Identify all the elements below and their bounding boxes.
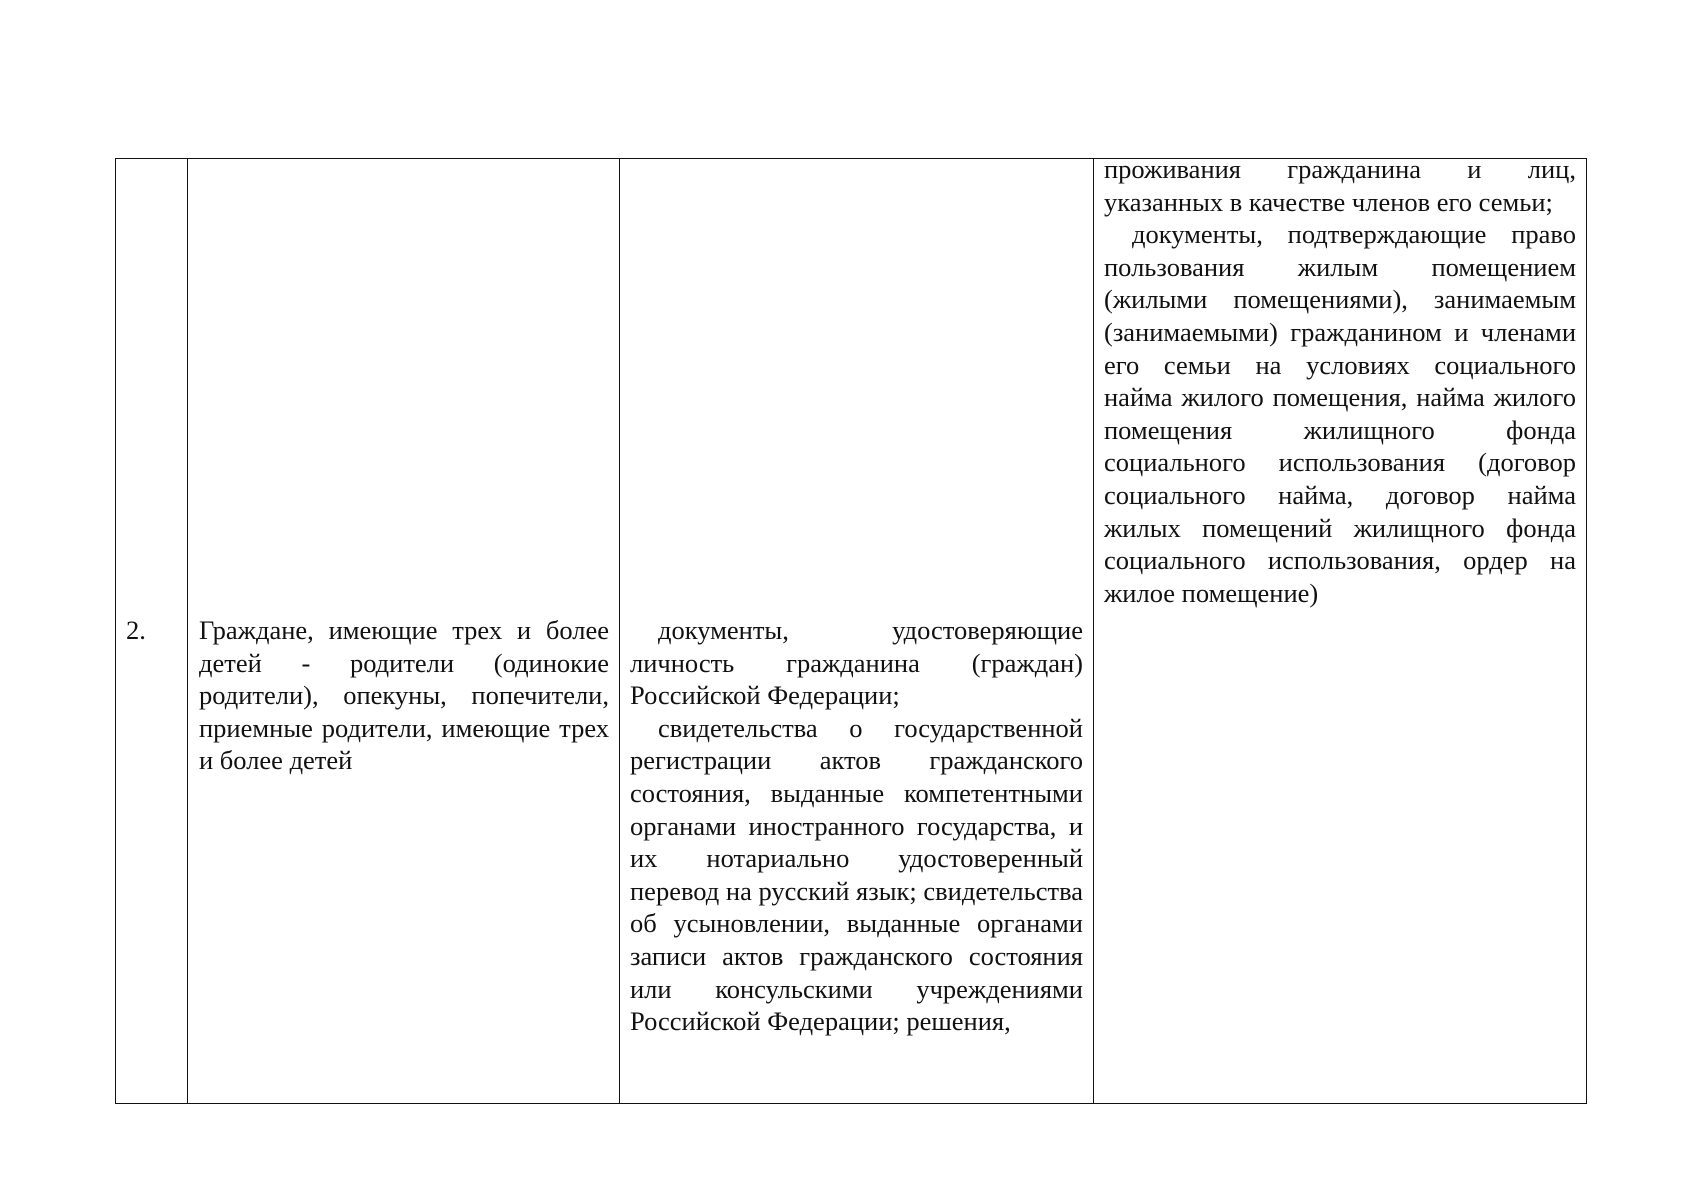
documents-paragraph-2: свидетельства о государственной регистрации актов гражданского состояния, выданные компетентными органами иностранного государства, и их нотариально удостоверенный перевод на русский язык; свидетельства об усыновлении, выданные органами записи актов гражданского состояния или консульскими учреждениями Российской Федерации; решения,: [630, 712, 1083, 1037]
row-number: 2.: [126, 615, 146, 645]
category-text: Граждане, имеющие трех и более детей - родители (одинокие родители), опекуны, попечители, приемные родители, имеющие трех и более детей: [199, 615, 609, 776]
table-row: [116, 159, 1587, 1104]
document-table: [115, 154, 1587, 1104]
category-cell: [188, 159, 620, 1104]
extra-documents-cell: [1094, 154, 1587, 1104]
documents-paragraph-1: документы, удостоверяющие личность гражданина (граждан) Российской Федерации;: [630, 615, 1083, 711]
extra-paragraph-1: проживания гражданина и лиц, указанных в качестве членов его семьи;: [1104, 154, 1576, 217]
extra-paragraph-2: документы, подтверждающие право пользования жилым помещением (жилыми помещениями), занимаемым (занимаемыми) гражданином и членами его семьи на условиях социального найма жилого помещения, найма жилого помещения жилищного фонда социального использования (договор социального найма, договор найма жилых помещений жилищного фонда социального использования, ордер на жилое помещение): [1104, 219, 1576, 608]
documents-cell: [620, 159, 1094, 1104]
row-number-cell: [116, 159, 188, 1104]
